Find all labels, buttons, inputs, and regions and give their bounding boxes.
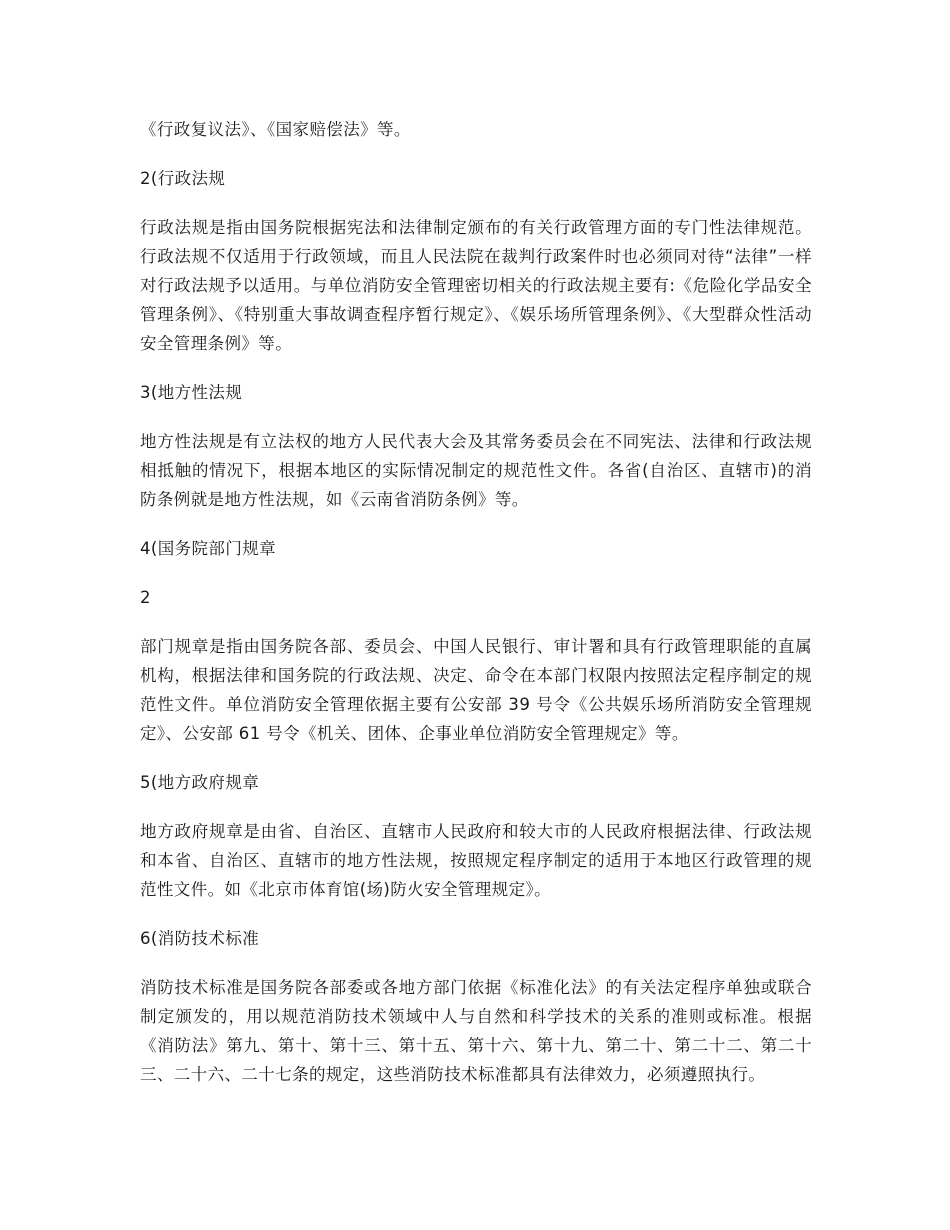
section-6-heading: 6(消防技术标准 xyxy=(140,929,260,948)
document-body xyxy=(140,115,812,1089)
section-4-paragraph: 部门规章是指由国务院各部、委员会、中国人民银行、审计署和具有行政管理职能的直属机构，根据法律和国务院的行政法规、决定、命令在本部门权限内按照法定程序制定的规范性文件。单位消防安全管理依据主要有公安部 39 号令《公共娱乐场所消防安全管理规定》、公安部 61 号令《机关、团体、企事业单位消防安全管理规定》等。 xyxy=(140,637,812,743)
section-5-paragraph: 地方政府规章是由省、自治区、直辖市人民政府和较大市的人民政府根据法律、行政法规和本省、自治区、直辖市的地方性法规，按照规定程序制定的适用于本地区行政管理的规范性文件。如《北京市体育馆(场)防火安全管理规定》。 xyxy=(140,822,812,899)
section-4-heading: 4(国务院部门规章 xyxy=(140,539,277,558)
section-2-heading: 2(行政法规 xyxy=(140,169,226,188)
section-6-paragraph: 消防技术标准是国务院各部委或各地方部门依据《标准化法》的有关法定程序单独或联合制定颁发的，用以规范消防技术领域中人与自然和科学技术的关系的准则或标准。根据《消防法》第九、第十、第十三、第十五、第十六、第十九、第二十、第二十二、第二十三、二十六、二十七条的规定，这些消防技术标准都具有法律效力，必须遵照执行。 xyxy=(140,978,812,1084)
section-2-paragraph: 行政法规是指由国务院根据宪法和法律制定颁布的有关行政管理方面的专门性法律规范。行政法规不仅适用于行政领域，而且人民法院在裁判行政案件时也必须同对待“法律”一样对行政法规予以适用。与单位消防安全管理密切相关的行政法规主要有:《危险化学品安全管理条例》、《特别重大事故调查程序暂行规定》、《娱乐场所管理条例》、《大型群众性活动安全管理条例》等。 xyxy=(140,218,812,353)
section-3-heading: 3(地方性法规 xyxy=(140,383,243,402)
intro-paragraph: 《行政复议法》、《国家赔偿法》等。 xyxy=(140,120,411,139)
section-5-heading: 5(地方政府规章 xyxy=(140,773,260,792)
section-3-paragraph: 地方性法规是有立法权的地方人民代表大会及其常务委员会在不同宪法、法律和行政法规相抵触的情况下，根据本地区的实际情况制定的规范性文件。各省(自治区、直辖市)的消防条例就是地方性法规，如《云南省消防条例》等。 xyxy=(140,432,812,509)
page-number: 2 xyxy=(140,588,151,607)
